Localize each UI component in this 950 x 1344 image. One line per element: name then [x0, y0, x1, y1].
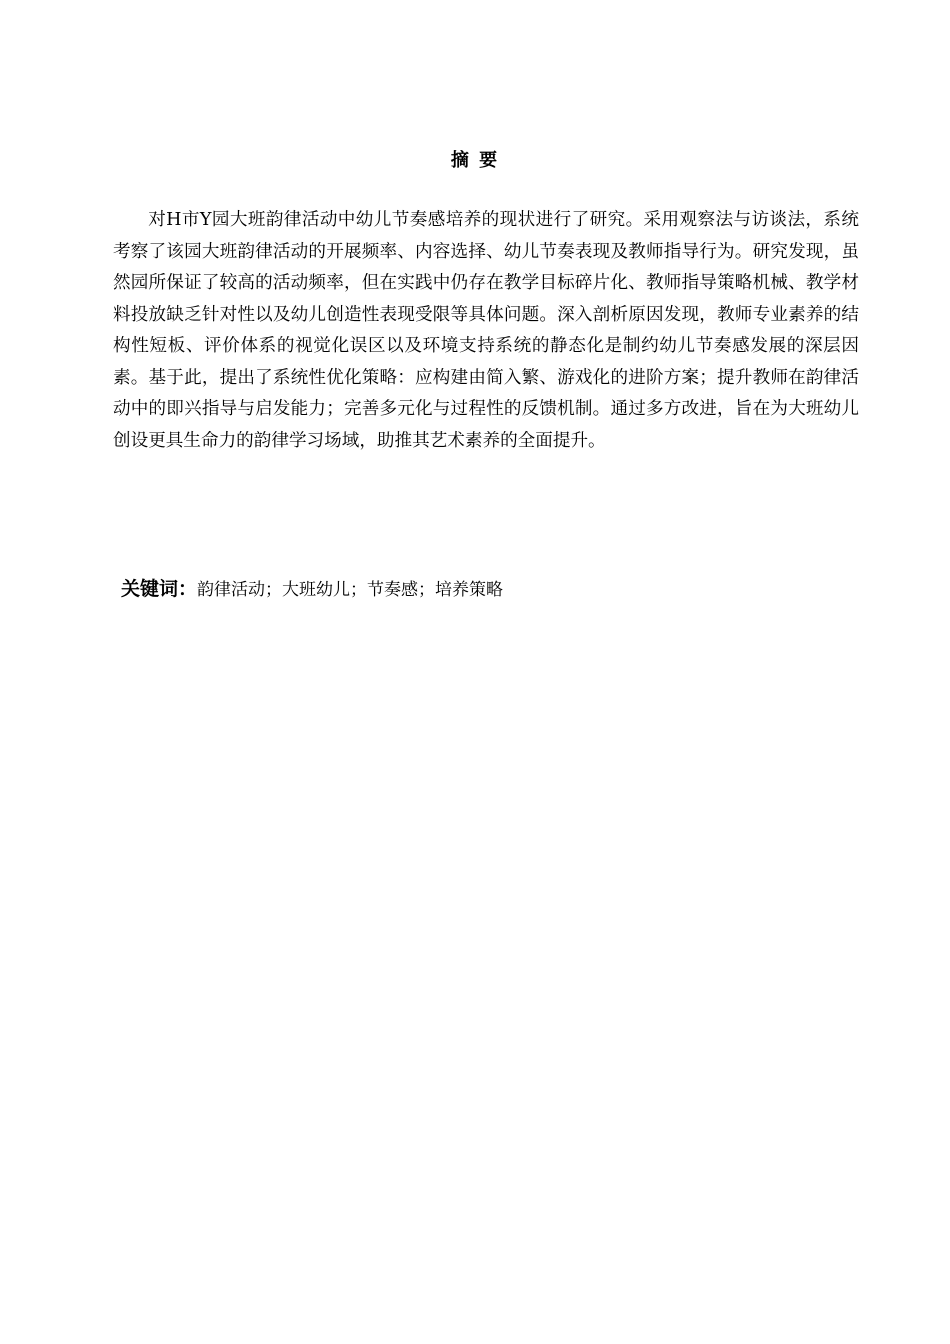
keywords-label: 关键词：: [121, 578, 198, 600]
abstract-body: 对H市Y园大班韵律活动中幼儿节奏感培养的现状进行了研究。采用观察法与访谈法，系统考察了该园大班韵律活动的开展频率、内容选择、幼儿节奏表现及教师指导行为。研究发现，虽然园所保证了较高的活动频率，但在实践中仍存在教学目标碎片化、教师指导策略机械、教学材料投放缺乏针对性以及幼儿创造性表现受限等具体问题。深入剖析原因发现，教师专业素养的结构性短板、评价体系的视觉化误区以及环境支持系统的静态化是制约幼儿节奏感发展的深层因素。基于此，提出了系统性优化策略：应构建由简入繁、游戏化的进阶方案；提升教师在韵律活动中的即兴指导与启发能力；完善多元化与过程性的反馈机制。通过多方改进，旨在为大班幼儿创设更具生命力的韵律学习场域，助推其艺术素养的全面提升。: [113, 210, 859, 451]
keywords-text: 韵律活动；大班幼儿；节奏感；培养策略: [197, 580, 504, 600]
keywords-line: [121, 574, 821, 601]
abstract-title: 摘 要: [450, 150, 500, 171]
